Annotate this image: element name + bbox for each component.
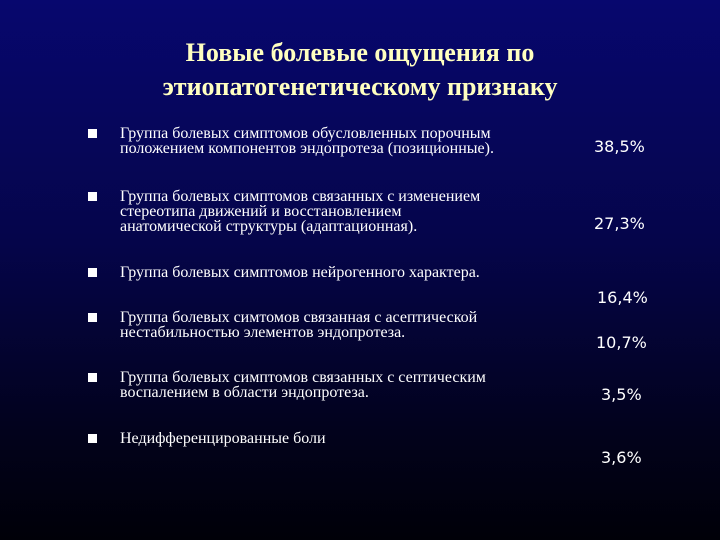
slide-title-line-1: Новые болевые ощущения по [185, 38, 535, 67]
square-bullet-icon [88, 192, 97, 201]
list-item-text: Группа болевых симптомов нейрогенного характера. [120, 264, 480, 281]
slide-title-line-2: этиопатогенетическому признаку [162, 72, 558, 101]
square-bullet-icon [88, 373, 97, 382]
list-item-text: Группа болевых симтомов связанная с асептической нестабильностью элементов эндопротеза. [120, 309, 478, 341]
list-item-text: Недифференцированные боли [120, 430, 326, 447]
percent-aseptic: 10,7% [596, 333, 647, 352]
list-item-text: Группа болевых симптомов обусловленных порочным положением компонентов эндопротеза (позиционные). [120, 125, 494, 157]
list-item-text: Группа болевых симптомов связанных с септическим воспалением в области эндопротеза. [120, 369, 486, 401]
percent-adaptational: 27,3% [594, 214, 645, 233]
percent-positional: 38,5% [594, 137, 645, 156]
square-bullet-icon [88, 129, 97, 138]
square-bullet-icon [88, 313, 97, 322]
square-bullet-icon [88, 434, 97, 443]
list-item-text: Группа болевых симптомов связанных с изменением стереотипа движений и восстановлением анатомической структуры (адаптационная). [120, 188, 481, 235]
percent-undifferentiated: 3,6% [601, 448, 642, 467]
percent-neurogenic: 16,4% [597, 288, 648, 307]
square-bullet-icon [88, 268, 97, 277]
percent-septic: 3,5% [601, 385, 642, 404]
